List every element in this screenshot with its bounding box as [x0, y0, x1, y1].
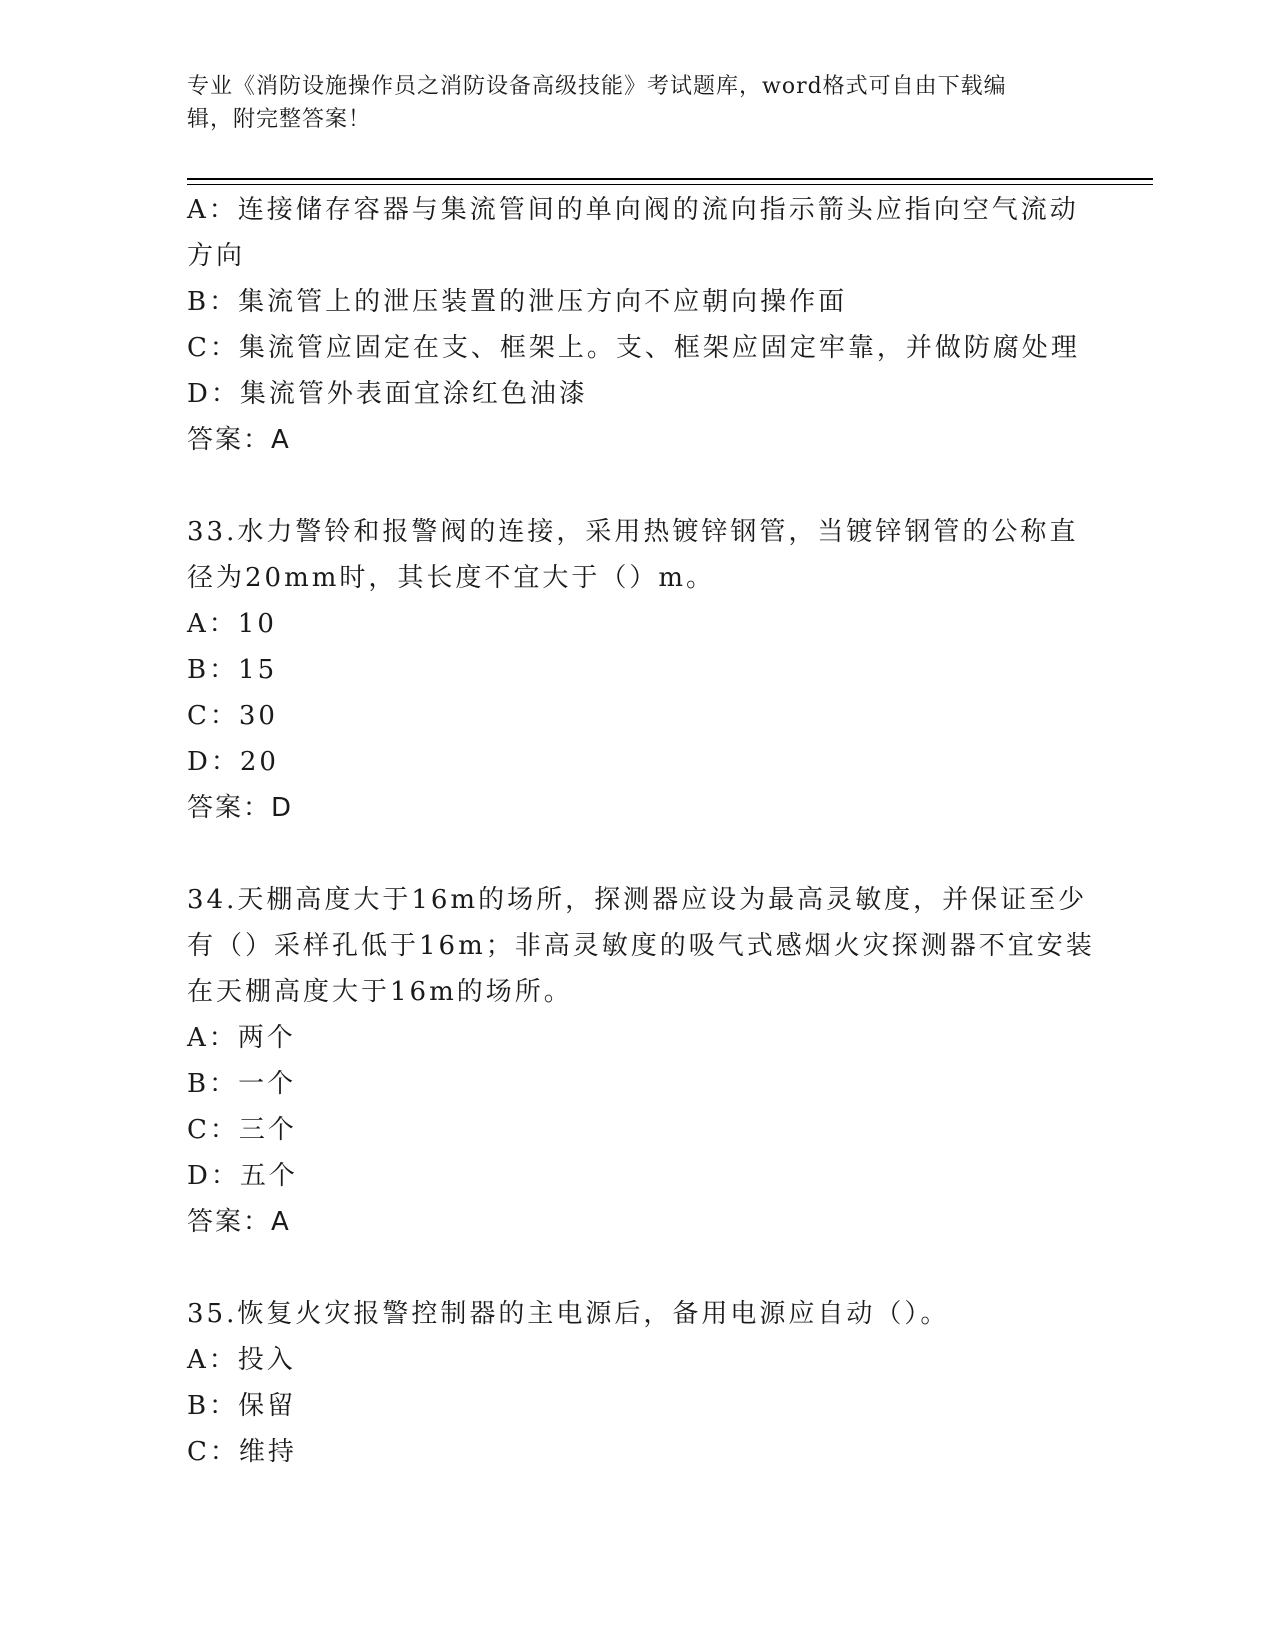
spacer — [187, 1245, 1087, 1291]
option-c: C：30 — [187, 701, 278, 731]
option-a: A：连接储存容器与集流管间的单向阀的流向指示箭头应指向空气流动 — [187, 195, 1079, 225]
question-32 — [187, 187, 1087, 463]
header-line-1: 专业《消防设施操作员之消防设备高级技能》考试题库，word格式可自由下载编 — [187, 74, 1007, 99]
question-stem-continued: 有（）采样孔低于16m；非高灵敏度的吸气式感烟火灾探测器不宜安装 — [187, 931, 1095, 961]
answer: 答案：D — [187, 793, 294, 823]
option-b: B：一个 — [187, 1069, 297, 1099]
question-stem: 33.水力警铃和报警阀的连接，采用热镀锌钢管，当镀锌钢管的公称直 — [187, 517, 1079, 547]
option-b: B：保留 — [187, 1391, 297, 1421]
question-stem-continued: 径为20mm时，其长度不宜大于（）m。 — [187, 563, 716, 593]
question-34 — [187, 877, 1095, 1245]
option-a: A：两个 — [187, 1023, 296, 1053]
option-c: C：维持 — [187, 1437, 297, 1467]
question-list — [187, 187, 1095, 1475]
question-35 — [187, 1291, 1087, 1475]
option-a-continued: 方向 — [187, 241, 246, 271]
header-divider-thin — [187, 184, 1153, 185]
question-stem-continued: 在天棚高度大于16m的场所。 — [187, 977, 573, 1007]
option-a: A：10 — [187, 609, 277, 639]
option-c: C：集流管应固定在支、框架上。支、框架应固定牢靠，并做防腐处理 — [187, 333, 1080, 363]
question-33 — [187, 509, 1087, 831]
answer: 答案：A — [187, 425, 291, 455]
spacer — [187, 831, 1087, 877]
option-b: B：集流管上的泄压装置的泄压方向不应朝向操作面 — [187, 287, 848, 317]
spacer — [187, 463, 1087, 509]
question-stem: 35.恢复火灾报警控制器的主电源后，备用电源应自动（）。 — [187, 1299, 950, 1329]
document-header — [187, 70, 1087, 136]
option-b: B：15 — [187, 655, 278, 685]
option-d: D：20 — [187, 747, 279, 777]
header-line-2: 辑，附完整答案！ — [187, 107, 372, 132]
option-d: D：五个 — [187, 1161, 298, 1191]
answer: 答案：A — [187, 1207, 291, 1237]
option-a: A：投入 — [187, 1345, 296, 1375]
header-divider-thick — [187, 178, 1153, 180]
option-c: C：三个 — [187, 1115, 297, 1145]
question-stem: 34.天棚高度大于16m的场所，探测器应设为最高灵敏度，并保证至少 — [187, 885, 1088, 915]
option-d: D：集流管外表面宜涂红色油漆 — [187, 379, 588, 409]
